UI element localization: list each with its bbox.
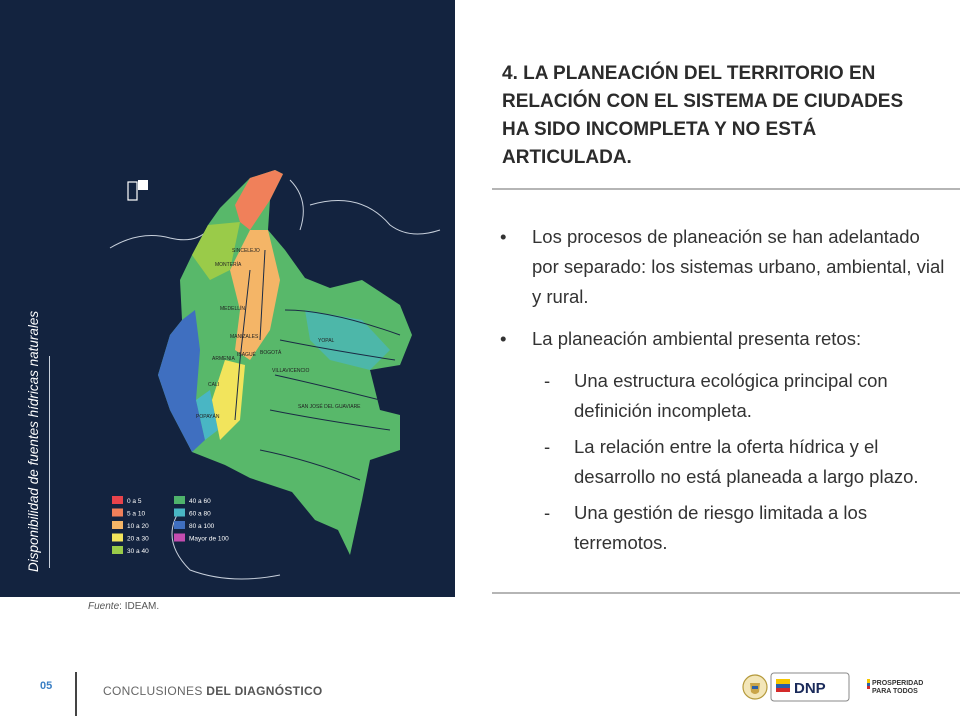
legend-label: 40 a 60 [189, 498, 211, 505]
footer-section-bold: DEL DIAGNÓSTICO [206, 684, 323, 698]
venezuela-outline [290, 180, 440, 234]
footer-section-normal: CONCLUSIONES [103, 684, 203, 698]
prosperidad-line2: PARA TODOS [872, 688, 918, 695]
legend-label: 5 a 10 [127, 510, 146, 518]
page-number: 05 [40, 680, 53, 692]
bullet-marker: • [500, 226, 507, 247]
content-divider [492, 592, 960, 594]
city-label: IBAGUÉ [237, 352, 256, 358]
city-label: MONTERÍA [215, 262, 242, 268]
footer-section [103, 684, 323, 698]
sub-item [500, 366, 945, 426]
title-divider [492, 188, 960, 190]
legend-swatch [174, 521, 185, 529]
dash-marker: - [544, 370, 551, 391]
slide-title: 4. LA PLANEACIÓN DEL TERRITORIO EN RELACIÓN CON EL SISTEMA DE CIUDADES HA SIDO INCOMPLETA Y NO ESTÁ ARTICULADA. [502, 63, 904, 168]
legend-swatch [174, 534, 185, 542]
city-label: YOPAL [318, 338, 335, 344]
prosperidad-logo[interactable] [866, 674, 930, 700]
city-label: POPAYÁN [196, 414, 220, 420]
footer-separator [75, 672, 77, 716]
legend-swatch [112, 496, 123, 504]
dash-marker: - [544, 436, 551, 457]
city-label: SAN JOSÉ DEL GUAVIARE [298, 404, 361, 410]
legend-label: Mayor de 100 [189, 535, 229, 543]
legend-swatch [112, 534, 123, 542]
coat-of-arms-icon [742, 674, 768, 700]
city-label: BOGOTÁ [260, 350, 282, 356]
north-arrow-icon [128, 180, 148, 200]
city-label: VILLAVICENCIO [272, 368, 310, 374]
legend-label: 60 a 80 [189, 510, 211, 518]
bullet-item [500, 324, 945, 354]
legend-swatch [174, 509, 185, 517]
side-caption-underline [49, 356, 50, 568]
city-label: ARMENIA [212, 356, 235, 362]
legend-label: 10 a 20 [127, 523, 149, 530]
source-note: Fuente: IDEAM. [88, 601, 160, 612]
bullet-marker: • [500, 328, 507, 349]
city-label: SINCELEJO [232, 248, 260, 254]
city-label: MEDELLÍN [220, 306, 246, 312]
sub-item-text: Una gestión de riesgo limitada a los terremotos. [574, 502, 868, 553]
city-label: CALI [208, 382, 220, 388]
bullet-text: La planeación ambiental presenta retos: [532, 328, 862, 349]
legend-label: 20 a 30 [127, 535, 149, 543]
legend-label: 0 a 5 [127, 498, 142, 505]
source-label: Fuente [88, 601, 120, 612]
colombia-water-map [100, 160, 460, 590]
bullet-text: Los procesos de planeación se han adelantado por separado: los sistemas urbano, ambiental, vial y rural. [532, 226, 945, 307]
sub-item-text: La relación entre la oferta hídrica y el desarrollo no está planeada a largo plazo. [574, 436, 919, 487]
sub-item [500, 498, 945, 558]
dnp-logo-text: DNP [794, 680, 826, 697]
legend-swatch [112, 521, 123, 529]
sub-item [500, 432, 945, 492]
dnp-logo[interactable] [770, 672, 850, 702]
legend-swatch [174, 496, 185, 504]
panama-outline [110, 230, 208, 248]
prosperidad-line1: PROSPERIDAD [872, 680, 924, 687]
city-label: MANIZALES [230, 334, 259, 340]
legend-swatch [112, 509, 123, 517]
side-caption: Disponibilidad de fuentes hídricas naturales [26, 310, 41, 572]
sub-item-text: Una estructura ecológica principal con definición incompleta. [574, 370, 888, 421]
legend-label: 30 a 40 [127, 548, 149, 555]
source-text: IDEAM. [124, 601, 160, 612]
content-list [500, 222, 945, 564]
legend-swatch [112, 546, 123, 554]
ecuador-outline [172, 510, 280, 579]
bullet-item [500, 222, 945, 312]
dash-marker: - [544, 502, 551, 523]
legend-label: 80 a 100 [189, 523, 215, 530]
map-legend [112, 496, 229, 555]
